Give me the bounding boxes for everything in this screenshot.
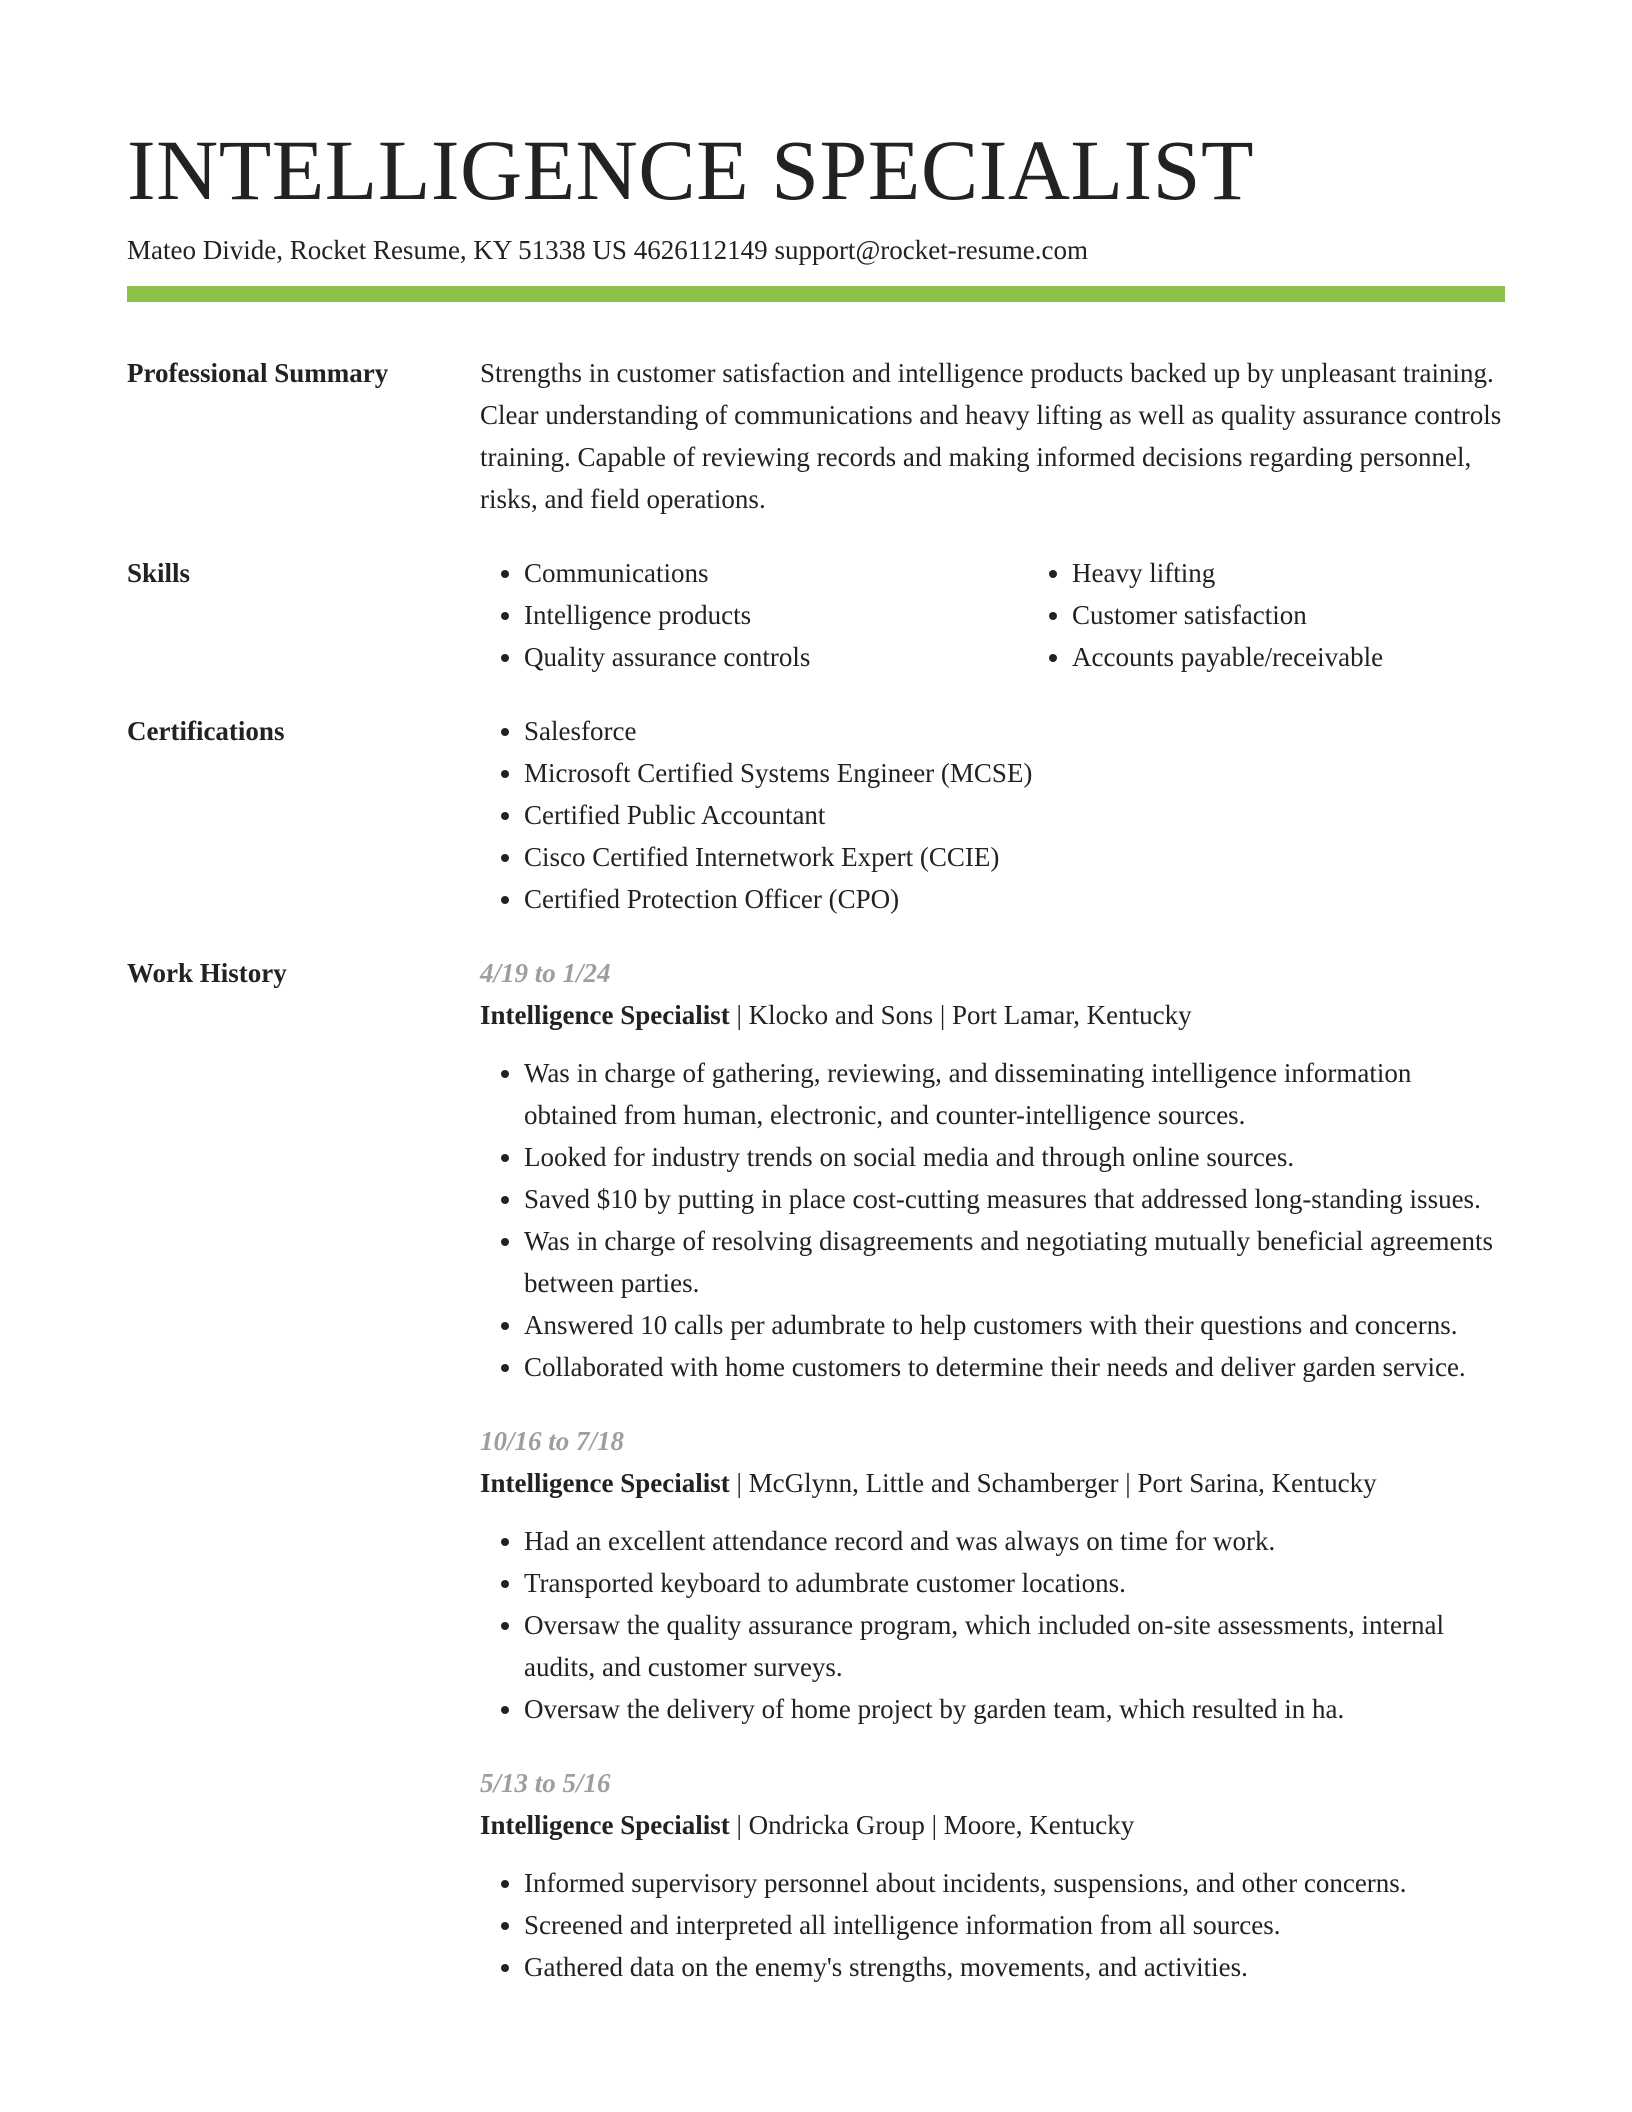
job-details: | McGlynn, Little and Schamberger | Port Sarina, Kentucky [729,1468,1377,1498]
job-bullet: • Saved $10 by putting in place cost-cutting measures that addressed long-standing issues. [524,1178,1505,1220]
section-label-skills: Skills [127,558,191,588]
summary-section [127,352,1505,520]
certifications-section [127,710,1505,920]
skill-item: • Customer satisfaction [1072,594,1576,636]
contact-email[interactable]: support@rocket-resume.com [774,235,1088,265]
job-bullet: • Collaborated with home customers to determine their needs and deliver garden service. [524,1346,1505,1388]
job-bullet: • Oversaw the quality assurance program, which included on-site assessments, internal audits, and customer surveys. [524,1604,1505,1688]
job-dates: 10/16 to 7/18 [480,1426,625,1456]
job-header [480,1462,1505,1504]
header-divider [127,286,1505,302]
job-entry [480,952,1505,1388]
job-details: | Klocko and Sons | Port Lamar, Kentucky [729,1000,1192,1030]
job-bullet: • Was in charge of gathering, reviewing, and disseminating intelligence information obtained from human, electronic, and counter-intelligence sources. [524,1052,1505,1136]
job-header [480,1804,1505,1846]
skills-columns [480,552,1576,678]
job-title: Intelligence Specialist [480,1810,730,1840]
job-bullets [480,1520,1505,1730]
certifications-list [480,710,1505,920]
section-label-summary: Professional Summary [127,358,389,388]
skills-list-left [480,552,1028,678]
skill-item: • Intelligence products [524,594,1028,636]
skills-section [127,552,1505,678]
job-dates: 5/13 to 5/16 [480,1768,611,1798]
job-title: Intelligence Specialist [480,1000,730,1030]
resume-title: INTELLIGENCE SPECIALIST [127,122,1254,218]
job-entry [480,1762,1505,1988]
certification-item: • Certified Protection Officer (CPO) [524,878,1505,920]
job-bullet: • Looked for industry trends on social media and through online sources. [524,1136,1505,1178]
job-bullet: • Screened and interpreted all intelligence information from all sources. [524,1904,1505,1946]
contact-phone: 4626112149 [633,235,768,265]
job-details: | Ondricka Group | Moore, Kentucky [729,1810,1135,1840]
job-bullets [480,1862,1505,1988]
skill-item: • Quality assurance controls [524,636,1028,678]
job-bullet: • Oversaw the delivery of home project by garden team, which resulted in ha. [524,1688,1505,1730]
contact-line [127,232,1505,268]
certification-item: • Cisco Certified Internetwork Expert (CCIE) [524,836,1505,878]
section-label-work-history: Work History [127,958,287,988]
skill-item: • Heavy lifting [1072,552,1576,594]
job-bullet: • Had an excellent attendance record and was always on time for work. [524,1520,1505,1562]
job-bullet: • Informed supervisory personnel about incidents, suspensions, and other concerns. [524,1862,1505,1904]
skill-item: • Communications [524,552,1028,594]
certification-item: • Certified Public Accountant [524,794,1505,836]
job-header [480,994,1505,1036]
section-label-certifications: Certifications [127,716,285,746]
skill-item: • Accounts payable/receivable [1072,636,1576,678]
contact-address: Mateo Divide, Rocket Resume, KY 51338 US [127,235,627,265]
job-bullet: • Answered 10 calls per adumbrate to help customers with their questions and concerns. [524,1304,1505,1346]
job-bullet: • Transported keyboard to adumbrate customer locations. [524,1562,1505,1604]
job-bullets [480,1052,1505,1388]
job-entry [480,1420,1505,1730]
certification-item: • Salesforce [524,710,1505,752]
work-history-section [127,952,1505,2020]
job-bullet: • Gathered data on the enemy's strengths, movements, and activities. [524,1946,1505,1988]
job-title: Intelligence Specialist [480,1468,730,1498]
job-dates: 4/19 to 1/24 [480,958,611,988]
summary-text: Strengths in customer satisfaction and intelligence products backed up by unpleasant training. Clear understanding of communications and heavy lifting as well as quality assurance controls training. Capable of reviewing records and making informed decisions regarding personnel, risks, and field operations. [480,358,1502,514]
certifications-body [480,710,1505,920]
work-history-body [480,952,1505,2020]
certification-item: • Microsoft Certified Systems Engineer (MCSE) [524,752,1505,794]
skills-list-right [1028,552,1576,678]
resume-page [127,120,1505,2020]
job-bullet: • Was in charge of resolving disagreements and negotiating mutually beneficial agreements between parties. [524,1220,1505,1304]
